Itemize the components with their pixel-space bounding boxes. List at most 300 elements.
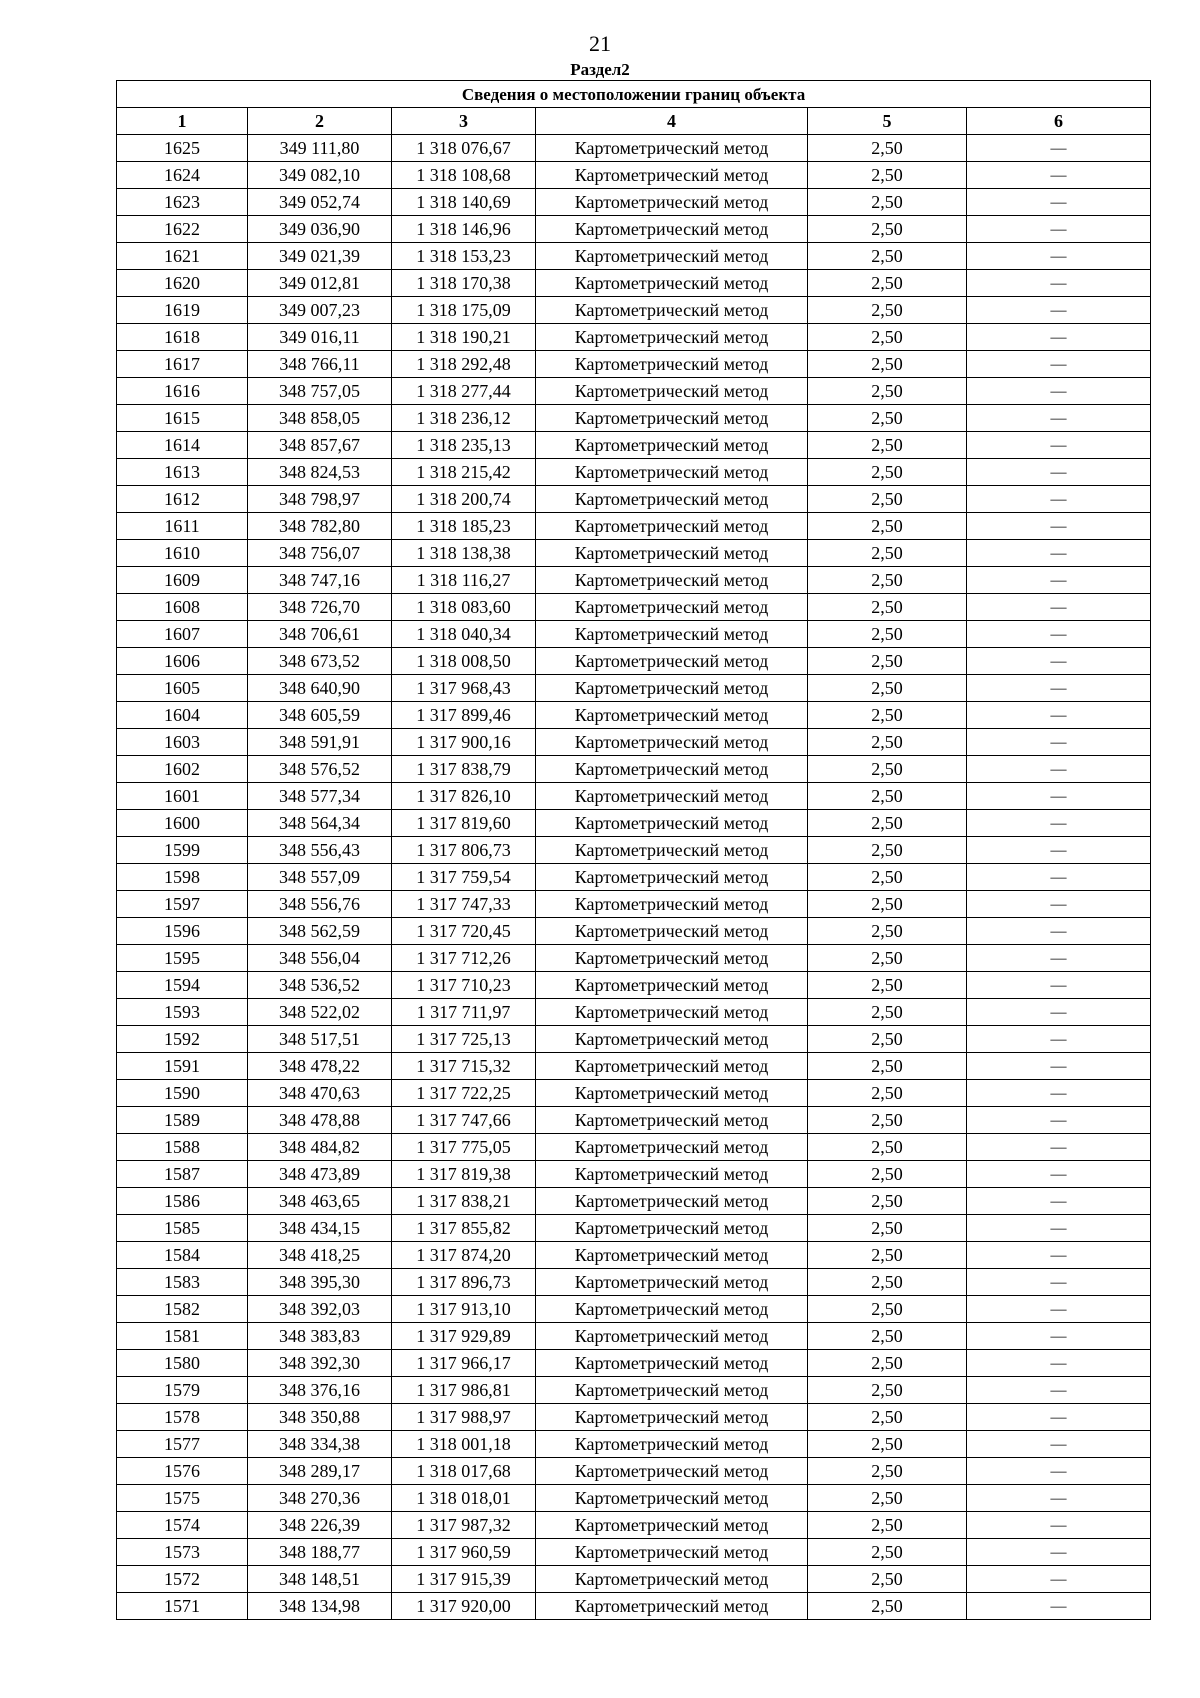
x-coordinate-cell: 348 556,43	[248, 837, 392, 864]
accuracy-cell: 2,50	[808, 1188, 967, 1215]
method-cell: Картометрический метод	[536, 837, 808, 864]
accuracy-cell: 2,50	[808, 1215, 967, 1242]
x-coordinate-cell: 348 726,70	[248, 594, 392, 621]
y-coordinate-cell: 1 318 018,01	[392, 1485, 536, 1512]
x-coordinate-cell: 349 111,80	[248, 135, 392, 162]
description-cell: —	[967, 189, 1151, 216]
point-number-cell: 1598	[117, 864, 248, 891]
x-coordinate-cell: 348 376,16	[248, 1377, 392, 1404]
y-coordinate-cell: 1 318 215,42	[392, 459, 536, 486]
point-number-cell: 1625	[117, 135, 248, 162]
column-header: 3	[392, 108, 536, 135]
description-cell: —	[967, 837, 1151, 864]
method-cell: Картометрический метод	[536, 270, 808, 297]
y-coordinate-cell: 1 317 806,73	[392, 837, 536, 864]
y-coordinate-cell: 1 318 235,13	[392, 432, 536, 459]
description-cell: —	[967, 1377, 1151, 1404]
description-cell: —	[967, 243, 1151, 270]
point-number-cell: 1579	[117, 1377, 248, 1404]
x-coordinate-cell: 348 766,11	[248, 351, 392, 378]
x-coordinate-cell: 348 478,22	[248, 1053, 392, 1080]
caption-row	[117, 81, 1151, 108]
table-row	[117, 1107, 1151, 1134]
point-number-cell: 1574	[117, 1512, 248, 1539]
point-number-cell: 1582	[117, 1296, 248, 1323]
description-cell: —	[967, 918, 1151, 945]
x-coordinate-cell: 349 016,11	[248, 324, 392, 351]
point-number-cell: 1607	[117, 621, 248, 648]
point-number-cell: 1610	[117, 540, 248, 567]
x-coordinate-cell: 348 757,05	[248, 378, 392, 405]
x-coordinate-cell: 349 036,90	[248, 216, 392, 243]
table-row	[117, 837, 1151, 864]
description-cell: —	[967, 1323, 1151, 1350]
point-number-cell: 1575	[117, 1485, 248, 1512]
method-cell: Картометрический метод	[536, 324, 808, 351]
table-row	[117, 405, 1151, 432]
description-cell: —	[967, 135, 1151, 162]
description-cell: —	[967, 972, 1151, 999]
description-cell: —	[967, 1053, 1151, 1080]
y-coordinate-cell: 1 318 200,74	[392, 486, 536, 513]
point-number-cell: 1577	[117, 1431, 248, 1458]
description-cell: —	[967, 1404, 1151, 1431]
table-row	[117, 540, 1151, 567]
method-cell: Картометрический метод	[536, 540, 808, 567]
point-number-cell: 1601	[117, 783, 248, 810]
method-cell: Картометрический метод	[536, 1296, 808, 1323]
accuracy-cell: 2,50	[808, 351, 967, 378]
x-coordinate-cell: 348 383,83	[248, 1323, 392, 1350]
column-header: 6	[967, 108, 1151, 135]
description-cell: —	[967, 594, 1151, 621]
x-coordinate-cell: 349 012,81	[248, 270, 392, 297]
accuracy-cell: 2,50	[808, 1242, 967, 1269]
x-coordinate-cell: 348 562,59	[248, 918, 392, 945]
description-cell: —	[967, 1026, 1151, 1053]
method-cell: Картометрический метод	[536, 621, 808, 648]
x-coordinate-cell: 348 188,77	[248, 1539, 392, 1566]
description-cell: —	[967, 891, 1151, 918]
point-number-cell: 1618	[117, 324, 248, 351]
point-number-cell: 1587	[117, 1161, 248, 1188]
description-cell: —	[967, 1512, 1151, 1539]
point-number-cell: 1619	[117, 297, 248, 324]
point-number-cell: 1609	[117, 567, 248, 594]
method-cell: Картометрический метод	[536, 135, 808, 162]
x-coordinate-cell: 348 522,02	[248, 999, 392, 1026]
table-row	[117, 270, 1151, 297]
table-row	[117, 486, 1151, 513]
point-number-cell: 1611	[117, 513, 248, 540]
point-number-cell: 1622	[117, 216, 248, 243]
y-coordinate-cell: 1 318 153,23	[392, 243, 536, 270]
description-cell: —	[967, 1593, 1151, 1620]
x-coordinate-cell: 348 392,03	[248, 1296, 392, 1323]
point-number-cell: 1616	[117, 378, 248, 405]
table-row	[117, 756, 1151, 783]
accuracy-cell: 2,50	[808, 756, 967, 783]
method-cell: Картометрический метод	[536, 162, 808, 189]
accuracy-cell: 2,50	[808, 270, 967, 297]
table-row	[117, 243, 1151, 270]
table-row	[117, 945, 1151, 972]
y-coordinate-cell: 1 317 855,82	[392, 1215, 536, 1242]
point-number-cell: 1602	[117, 756, 248, 783]
table-row	[117, 864, 1151, 891]
method-cell: Картометрический метод	[536, 297, 808, 324]
y-coordinate-cell: 1 317 715,32	[392, 1053, 536, 1080]
y-coordinate-cell: 1 317 775,05	[392, 1134, 536, 1161]
y-coordinate-cell: 1 317 722,25	[392, 1080, 536, 1107]
description-cell: —	[967, 1458, 1151, 1485]
y-coordinate-cell: 1 317 987,32	[392, 1512, 536, 1539]
y-coordinate-cell: 1 318 185,23	[392, 513, 536, 540]
point-number-cell: 1571	[117, 1593, 248, 1620]
accuracy-cell: 2,50	[808, 648, 967, 675]
method-cell: Картометрический метод	[536, 945, 808, 972]
accuracy-cell: 2,50	[808, 1539, 967, 1566]
x-coordinate-cell: 349 082,10	[248, 162, 392, 189]
accuracy-cell: 2,50	[808, 1269, 967, 1296]
x-coordinate-cell: 348 706,61	[248, 621, 392, 648]
method-cell: Картометрический метод	[536, 1539, 808, 1566]
y-coordinate-cell: 1 318 190,21	[392, 324, 536, 351]
description-cell: —	[967, 1188, 1151, 1215]
method-cell: Картометрический метод	[536, 648, 808, 675]
method-cell: Картометрический метод	[536, 513, 808, 540]
x-coordinate-cell: 348 673,52	[248, 648, 392, 675]
point-number-cell: 1614	[117, 432, 248, 459]
y-coordinate-cell: 1 317 900,16	[392, 729, 536, 756]
y-coordinate-cell: 1 317 720,45	[392, 918, 536, 945]
x-coordinate-cell: 348 484,82	[248, 1134, 392, 1161]
y-coordinate-cell: 1 318 083,60	[392, 594, 536, 621]
table-row	[117, 1431, 1151, 1458]
method-cell: Картометрический метод	[536, 1134, 808, 1161]
table-row	[117, 810, 1151, 837]
x-coordinate-cell: 349 007,23	[248, 297, 392, 324]
column-header: 5	[808, 108, 967, 135]
description-cell: —	[967, 297, 1151, 324]
method-cell: Картометрический метод	[536, 1242, 808, 1269]
method-cell: Картометрический метод	[536, 1593, 808, 1620]
accuracy-cell: 2,50	[808, 540, 967, 567]
x-coordinate-cell: 348 473,89	[248, 1161, 392, 1188]
table-row	[117, 1485, 1151, 1512]
accuracy-cell: 2,50	[808, 1296, 967, 1323]
table-row	[117, 648, 1151, 675]
y-coordinate-cell: 1 318 140,69	[392, 189, 536, 216]
accuracy-cell: 2,50	[808, 837, 967, 864]
table-row	[117, 783, 1151, 810]
accuracy-cell: 2,50	[808, 783, 967, 810]
method-cell: Картометрический метод	[536, 1431, 808, 1458]
point-number-cell: 1589	[117, 1107, 248, 1134]
description-cell: —	[967, 432, 1151, 459]
description-cell: —	[967, 351, 1151, 378]
accuracy-cell: 2,50	[808, 189, 967, 216]
y-coordinate-cell: 1 318 138,38	[392, 540, 536, 567]
accuracy-cell: 2,50	[808, 513, 967, 540]
accuracy-cell: 2,50	[808, 918, 967, 945]
description-cell: —	[967, 162, 1151, 189]
y-coordinate-cell: 1 317 899,46	[392, 702, 536, 729]
description-cell: —	[967, 513, 1151, 540]
description-cell: —	[967, 567, 1151, 594]
description-cell: —	[967, 324, 1151, 351]
x-coordinate-cell: 348 536,52	[248, 972, 392, 999]
table-row	[117, 297, 1151, 324]
x-coordinate-cell: 348 591,91	[248, 729, 392, 756]
point-number-cell: 1596	[117, 918, 248, 945]
method-cell: Картометрический метод	[536, 702, 808, 729]
method-cell: Картометрический метод	[536, 378, 808, 405]
method-cell: Картометрический метод	[536, 243, 808, 270]
method-cell: Картометрический метод	[536, 918, 808, 945]
y-coordinate-cell: 1 318 017,68	[392, 1458, 536, 1485]
boundary-coordinates-table	[116, 80, 1151, 1620]
y-coordinate-cell: 1 318 076,67	[392, 135, 536, 162]
description-cell: —	[967, 459, 1151, 486]
table-caption: Сведения о местоположении границ объекта	[117, 81, 1151, 108]
table-row	[117, 1512, 1151, 1539]
y-coordinate-cell: 1 318 108,68	[392, 162, 536, 189]
accuracy-cell: 2,50	[808, 702, 967, 729]
description-cell: —	[967, 702, 1151, 729]
accuracy-cell: 2,50	[808, 162, 967, 189]
method-cell: Картометрический метод	[536, 1053, 808, 1080]
table-row	[117, 513, 1151, 540]
description-cell: —	[967, 1215, 1151, 1242]
accuracy-cell: 2,50	[808, 405, 967, 432]
x-coordinate-cell: 348 289,17	[248, 1458, 392, 1485]
description-cell: —	[967, 1161, 1151, 1188]
table-row	[117, 1242, 1151, 1269]
method-cell: Картометрический метод	[536, 216, 808, 243]
table-head	[117, 81, 1151, 135]
point-number-cell: 1593	[117, 999, 248, 1026]
accuracy-cell: 2,50	[808, 1107, 967, 1134]
y-coordinate-cell: 1 317 819,60	[392, 810, 536, 837]
method-cell: Картометрический метод	[536, 1350, 808, 1377]
table-row	[117, 1215, 1151, 1242]
method-cell: Картометрический метод	[536, 1566, 808, 1593]
method-cell: Картометрический метод	[536, 1188, 808, 1215]
y-coordinate-cell: 1 317 874,20	[392, 1242, 536, 1269]
y-coordinate-cell: 1 317 712,26	[392, 945, 536, 972]
table-row	[117, 135, 1151, 162]
x-coordinate-cell: 348 557,09	[248, 864, 392, 891]
method-cell: Картометрический метод	[536, 891, 808, 918]
accuracy-cell: 2,50	[808, 216, 967, 243]
table-row	[117, 1566, 1151, 1593]
table-row	[117, 189, 1151, 216]
method-cell: Картометрический метод	[536, 1458, 808, 1485]
accuracy-cell: 2,50	[808, 864, 967, 891]
x-coordinate-cell: 348 824,53	[248, 459, 392, 486]
method-cell: Картометрический метод	[536, 972, 808, 999]
point-number-cell: 1615	[117, 405, 248, 432]
description-cell: —	[967, 1242, 1151, 1269]
x-coordinate-cell: 348 226,39	[248, 1512, 392, 1539]
table-row	[117, 594, 1151, 621]
method-cell: Картометрический метод	[536, 1026, 808, 1053]
accuracy-cell: 2,50	[808, 891, 967, 918]
x-coordinate-cell: 348 576,52	[248, 756, 392, 783]
y-coordinate-cell: 1 317 747,66	[392, 1107, 536, 1134]
accuracy-cell: 2,50	[808, 1512, 967, 1539]
x-coordinate-cell: 348 478,88	[248, 1107, 392, 1134]
table-row	[117, 216, 1151, 243]
x-coordinate-cell: 348 148,51	[248, 1566, 392, 1593]
accuracy-cell: 2,50	[808, 1458, 967, 1485]
description-cell: —	[967, 864, 1151, 891]
y-coordinate-cell: 1 318 001,18	[392, 1431, 536, 1458]
point-number-cell: 1580	[117, 1350, 248, 1377]
point-number-cell: 1583	[117, 1269, 248, 1296]
description-cell: —	[967, 1296, 1151, 1323]
table-row	[117, 1053, 1151, 1080]
accuracy-cell: 2,50	[808, 945, 967, 972]
description-cell: —	[967, 1350, 1151, 1377]
y-coordinate-cell: 1 317 929,89	[392, 1323, 536, 1350]
point-number-cell: 1581	[117, 1323, 248, 1350]
table-row	[117, 567, 1151, 594]
accuracy-cell: 2,50	[808, 1323, 967, 1350]
table-row	[117, 702, 1151, 729]
accuracy-cell: 2,50	[808, 243, 967, 270]
accuracy-cell: 2,50	[808, 1431, 967, 1458]
point-number-cell: 1594	[117, 972, 248, 999]
description-cell: —	[967, 1539, 1151, 1566]
point-number-cell: 1608	[117, 594, 248, 621]
point-number-cell: 1605	[117, 675, 248, 702]
y-coordinate-cell: 1 317 711,97	[392, 999, 536, 1026]
table-row	[117, 432, 1151, 459]
x-coordinate-cell: 348 556,04	[248, 945, 392, 972]
y-coordinate-cell: 1 317 960,59	[392, 1539, 536, 1566]
method-cell: Картометрический метод	[536, 1269, 808, 1296]
y-coordinate-cell: 1 318 277,44	[392, 378, 536, 405]
point-number-cell: 1585	[117, 1215, 248, 1242]
x-coordinate-cell: 348 434,15	[248, 1215, 392, 1242]
description-cell: —	[967, 1269, 1151, 1296]
description-cell: —	[967, 378, 1151, 405]
description-cell: —	[967, 1134, 1151, 1161]
x-coordinate-cell: 348 605,59	[248, 702, 392, 729]
description-cell: —	[967, 540, 1151, 567]
description-cell: —	[967, 486, 1151, 513]
method-cell: Картометрический метод	[536, 351, 808, 378]
accuracy-cell: 2,50	[808, 459, 967, 486]
column-header: 4	[536, 108, 808, 135]
table-row	[117, 999, 1151, 1026]
table-row	[117, 1269, 1151, 1296]
table-row	[117, 891, 1151, 918]
accuracy-cell: 2,50	[808, 810, 967, 837]
table-row	[117, 1080, 1151, 1107]
table-row	[117, 972, 1151, 999]
x-coordinate-cell: 348 798,97	[248, 486, 392, 513]
y-coordinate-cell: 1 317 915,39	[392, 1566, 536, 1593]
table-row	[117, 459, 1151, 486]
method-cell: Картометрический метод	[536, 1080, 808, 1107]
x-coordinate-cell: 348 556,76	[248, 891, 392, 918]
y-coordinate-cell: 1 317 838,79	[392, 756, 536, 783]
method-cell: Картометрический метод	[536, 864, 808, 891]
table-row	[117, 1296, 1151, 1323]
accuracy-cell: 2,50	[808, 621, 967, 648]
section-title: Раздел2	[570, 60, 630, 79]
y-coordinate-cell: 1 317 986,81	[392, 1377, 536, 1404]
table-row	[117, 162, 1151, 189]
x-coordinate-cell: 348 756,07	[248, 540, 392, 567]
y-coordinate-cell: 1 317 968,43	[392, 675, 536, 702]
x-coordinate-cell: 349 021,39	[248, 243, 392, 270]
description-cell: —	[967, 729, 1151, 756]
method-cell: Картометрический метод	[536, 189, 808, 216]
description-cell: —	[967, 1485, 1151, 1512]
table-row	[117, 621, 1151, 648]
description-cell: —	[967, 1431, 1151, 1458]
column-header: 1	[117, 108, 248, 135]
table-row	[117, 1377, 1151, 1404]
x-coordinate-cell: 348 418,25	[248, 1242, 392, 1269]
description-cell: —	[967, 756, 1151, 783]
method-cell: Картометрический метод	[536, 594, 808, 621]
point-number-cell: 1621	[117, 243, 248, 270]
accuracy-cell: 2,50	[808, 1161, 967, 1188]
method-cell: Картометрический метод	[536, 1485, 808, 1512]
table-row	[117, 1161, 1151, 1188]
accuracy-cell: 2,50	[808, 1593, 967, 1620]
accuracy-cell: 2,50	[808, 1134, 967, 1161]
x-coordinate-cell: 348 640,90	[248, 675, 392, 702]
accuracy-cell: 2,50	[808, 297, 967, 324]
accuracy-cell: 2,50	[808, 567, 967, 594]
description-cell: —	[967, 405, 1151, 432]
x-coordinate-cell: 348 517,51	[248, 1026, 392, 1053]
x-coordinate-cell: 348 857,67	[248, 432, 392, 459]
table-row	[117, 1188, 1151, 1215]
description-cell: —	[967, 621, 1151, 648]
point-number-cell: 1603	[117, 729, 248, 756]
method-cell: Картометрический метод	[536, 1512, 808, 1539]
point-number-cell: 1592	[117, 1026, 248, 1053]
description-cell: —	[967, 1080, 1151, 1107]
y-coordinate-cell: 1 317 819,38	[392, 1161, 536, 1188]
table-body	[117, 135, 1151, 1620]
x-coordinate-cell: 348 463,65	[248, 1188, 392, 1215]
y-coordinate-cell: 1 317 710,23	[392, 972, 536, 999]
y-coordinate-cell: 1 317 826,10	[392, 783, 536, 810]
point-number-cell: 1624	[117, 162, 248, 189]
x-coordinate-cell: 348 577,34	[248, 783, 392, 810]
y-coordinate-cell: 1 318 146,96	[392, 216, 536, 243]
table-row	[117, 378, 1151, 405]
y-coordinate-cell: 1 318 008,50	[392, 648, 536, 675]
accuracy-cell: 2,50	[808, 594, 967, 621]
accuracy-cell: 2,50	[808, 135, 967, 162]
page-number: 21	[589, 31, 611, 56]
description-cell: —	[967, 1566, 1151, 1593]
point-number-cell: 1595	[117, 945, 248, 972]
y-coordinate-cell: 1 317 838,21	[392, 1188, 536, 1215]
description-cell: —	[967, 945, 1151, 972]
point-number-cell: 1586	[117, 1188, 248, 1215]
method-cell: Картометрический метод	[536, 783, 808, 810]
